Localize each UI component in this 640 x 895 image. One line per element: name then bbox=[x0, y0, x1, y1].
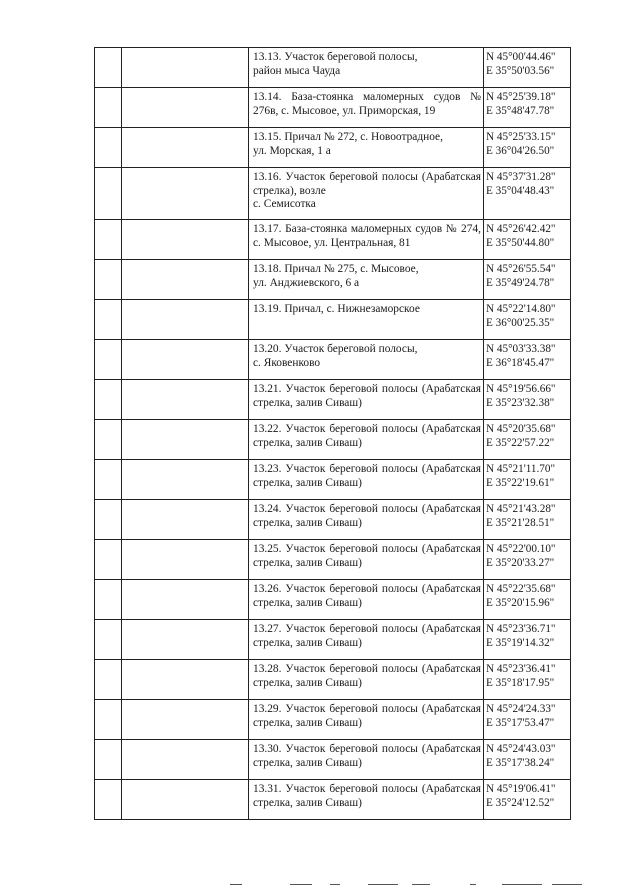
location-name-cell bbox=[249, 168, 484, 220]
locations-table bbox=[94, 47, 571, 820]
location-name: 13.28. Участок береговой полосы (Арабатская стрелка, залив Сиваш) bbox=[253, 663, 481, 689]
blank-cell-a bbox=[95, 220, 122, 260]
location-name-cell bbox=[249, 460, 484, 500]
blank-cell-a bbox=[95, 340, 122, 380]
blank-cell-b bbox=[122, 620, 249, 660]
blank-cell-b bbox=[122, 300, 249, 340]
table-row bbox=[95, 168, 571, 220]
latitude: N 45°23'36.41" bbox=[486, 663, 556, 675]
blank-cell-a bbox=[95, 580, 122, 620]
location-name-cell bbox=[249, 128, 484, 168]
latitude: N 45°19'56.66" bbox=[486, 383, 556, 395]
table-row bbox=[95, 340, 571, 380]
blank-cell-b bbox=[122, 220, 249, 260]
table-row bbox=[95, 700, 571, 740]
location-name-cell bbox=[249, 500, 484, 540]
longitude: E 35°21'28.51" bbox=[486, 516, 555, 529]
coordinates-cell bbox=[484, 380, 571, 420]
location-name: 13.22. Участок береговой полосы (Арабатская стрелка, залив Сиваш) bbox=[253, 423, 481, 449]
location-name-cell bbox=[249, 580, 484, 620]
location-name: 13.29. Участок береговой полосы (Арабатская стрелка, залив Сиваш) bbox=[253, 703, 481, 729]
location-name: 13.16. Участок береговой полосы (Арабатская стрелка), возле с. Семисотка bbox=[253, 171, 481, 210]
latitude: N 45°21'43.28" bbox=[486, 503, 556, 515]
location-name: 13.19. Причал, с. Нижнезаморское bbox=[253, 303, 420, 315]
blank-cell-b bbox=[122, 460, 249, 500]
latitude: N 45°26'55.54" bbox=[486, 263, 556, 275]
location-name: 13.18. Причал № 275, с. Мысовое, ул. Анджиевского, 6 а bbox=[253, 263, 419, 289]
blank-cell-a bbox=[95, 88, 122, 128]
blank-cell-a bbox=[95, 260, 122, 300]
coordinates-cell bbox=[484, 300, 571, 340]
latitude: N 45°25'33.15" bbox=[486, 131, 556, 143]
table-row bbox=[95, 460, 571, 500]
location-name: 13.21. Участок береговой полосы (Арабатская стрелка, залив Сиваш) bbox=[253, 383, 481, 409]
blank-cell-a bbox=[95, 620, 122, 660]
blank-cell-b bbox=[122, 660, 249, 700]
table-row bbox=[95, 300, 571, 340]
longitude: E 35°49'24.78" bbox=[486, 276, 555, 289]
longitude: E 35°22'57.22" bbox=[486, 436, 555, 449]
blank-cell-b bbox=[122, 380, 249, 420]
blank-cell-a bbox=[95, 700, 122, 740]
table-row bbox=[95, 48, 571, 88]
coordinates-cell bbox=[484, 460, 571, 500]
latitude: N 45°22'35.68" bbox=[486, 583, 556, 595]
location-name: 13.14. База-стоянка маломерных судов № 276в, с. Мысовое, ул. Приморская, 19 bbox=[253, 91, 481, 117]
latitude: N 45°37'31.28" bbox=[486, 171, 556, 183]
latitude: N 45°00'44.46" bbox=[486, 51, 556, 63]
longitude: E 35°19'14.32" bbox=[486, 636, 555, 649]
coordinates-cell bbox=[484, 168, 571, 220]
coordinates-cell bbox=[484, 780, 571, 820]
longitude: E 35°48'47.78" bbox=[486, 104, 555, 117]
location-name-cell bbox=[249, 700, 484, 740]
location-name-cell bbox=[249, 740, 484, 780]
latitude: N 45°22'14.80" bbox=[486, 303, 556, 315]
table-row bbox=[95, 500, 571, 540]
longitude: E 35°20'33.27" bbox=[486, 556, 555, 569]
table-row bbox=[95, 380, 571, 420]
table-row bbox=[95, 128, 571, 168]
table-row bbox=[95, 540, 571, 580]
table-row bbox=[95, 260, 571, 300]
location-name-cell bbox=[249, 620, 484, 660]
location-name-cell bbox=[249, 48, 484, 88]
longitude: E 35°50'03.56" bbox=[486, 64, 555, 77]
blank-cell-b bbox=[122, 740, 249, 780]
location-name: 13.17. База-стоянка маломерных судов № 274, с. Мысовое, ул. Центральная, 81 bbox=[253, 223, 481, 249]
location-name: 13.31. Участок береговой полосы (Арабатская стрелка, залив Сиваш) bbox=[253, 783, 481, 809]
coordinates-cell bbox=[484, 700, 571, 740]
latitude: N 45°03'33.38" bbox=[486, 343, 556, 355]
coordinates-cell bbox=[484, 580, 571, 620]
location-name-cell bbox=[249, 380, 484, 420]
location-name: 13.15. Причал № 272, с. Новоотрадное, ул. Морская, 1 а bbox=[253, 131, 443, 157]
latitude: N 45°25'39.18" bbox=[486, 91, 556, 103]
blank-cell-a bbox=[95, 420, 122, 460]
blank-cell-a bbox=[95, 168, 122, 220]
coordinates-cell bbox=[484, 740, 571, 780]
blank-cell-a bbox=[95, 660, 122, 700]
coordinates-cell bbox=[484, 260, 571, 300]
blank-cell-a bbox=[95, 460, 122, 500]
blank-cell-b bbox=[122, 88, 249, 128]
table-row bbox=[95, 220, 571, 260]
longitude: E 35°04'48.43" bbox=[486, 184, 555, 197]
table-row bbox=[95, 88, 571, 128]
longitude: E 36°18'45.47" bbox=[486, 356, 555, 369]
location-name: 13.30. Участок береговой полосы (Арабатская стрелка, залив Сиваш) bbox=[253, 743, 481, 769]
latitude: N 45°20'35.68" bbox=[486, 423, 556, 435]
longitude: E 35°20'15.96" bbox=[486, 596, 555, 609]
longitude: E 36°04'26.50" bbox=[486, 144, 555, 157]
latitude: N 45°24'24.33" bbox=[486, 703, 556, 715]
blank-cell-b bbox=[122, 780, 249, 820]
blank-cell-a bbox=[95, 128, 122, 168]
latitude: N 45°19'06.41" bbox=[486, 783, 556, 795]
location-name-cell bbox=[249, 660, 484, 700]
location-name-cell bbox=[249, 540, 484, 580]
location-name: 13.23. Участок береговой полосы (Арабатская стрелка, залив Сиваш) bbox=[253, 463, 481, 489]
longitude: E 35°23'32.38" bbox=[486, 396, 555, 409]
blank-cell-a bbox=[95, 48, 122, 88]
table-row bbox=[95, 740, 571, 780]
blank-cell-b bbox=[122, 168, 249, 220]
longitude: E 35°24'12.52" bbox=[486, 796, 555, 809]
table-row bbox=[95, 780, 571, 820]
locations-table-body bbox=[95, 48, 571, 820]
longitude: E 35°17'38.24" bbox=[486, 756, 555, 769]
longitude: E 35°17'53.47" bbox=[486, 716, 555, 729]
coordinates-cell bbox=[484, 48, 571, 88]
blank-cell-a bbox=[95, 300, 122, 340]
location-name: 13.20. Участок береговой полосы, с. Яковенково bbox=[253, 343, 418, 369]
coordinates-cell bbox=[484, 340, 571, 380]
location-name-cell bbox=[249, 260, 484, 300]
blank-cell-a bbox=[95, 740, 122, 780]
table-row bbox=[95, 620, 571, 660]
coordinates-cell bbox=[484, 660, 571, 700]
table-row bbox=[95, 420, 571, 460]
coordinates-cell bbox=[484, 128, 571, 168]
longitude: E 36°00'25.35" bbox=[486, 316, 555, 329]
longitude: E 35°50'44.80" bbox=[486, 236, 555, 249]
coordinates-cell bbox=[484, 420, 571, 460]
coordinates-cell bbox=[484, 620, 571, 660]
longitude: E 35°22'19.61" bbox=[486, 476, 555, 489]
blank-cell-a bbox=[95, 380, 122, 420]
table-row bbox=[95, 580, 571, 620]
latitude: N 45°22'00.10" bbox=[486, 543, 556, 555]
blank-cell-b bbox=[122, 340, 249, 380]
blank-cell-b bbox=[122, 420, 249, 460]
latitude: N 45°26'42.42" bbox=[486, 223, 556, 235]
coordinates-cell bbox=[484, 220, 571, 260]
location-name: 13.24. Участок береговой полосы (Арабатская стрелка, залив Сиваш) bbox=[253, 503, 481, 529]
blank-cell-b bbox=[122, 540, 249, 580]
coordinates-cell bbox=[484, 500, 571, 540]
location-name-cell bbox=[249, 300, 484, 340]
blank-cell-b bbox=[122, 500, 249, 540]
blank-cell-b bbox=[122, 580, 249, 620]
location-name-cell bbox=[249, 340, 484, 380]
blank-cell-a bbox=[95, 540, 122, 580]
location-name-cell bbox=[249, 220, 484, 260]
blank-cell-b bbox=[122, 700, 249, 740]
latitude: N 45°21'11.70" bbox=[486, 463, 556, 475]
coordinates-cell bbox=[484, 540, 571, 580]
blank-cell-b bbox=[122, 48, 249, 88]
table-row bbox=[95, 660, 571, 700]
location-name: 13.25. Участок береговой полосы (Арабатская стрелка, залив Сиваш) bbox=[253, 543, 481, 569]
blank-cell-a bbox=[95, 780, 122, 820]
latitude: N 45°24'43.03" bbox=[486, 743, 556, 755]
latitude: N 45°23'36.71" bbox=[486, 623, 556, 635]
location-name: 13.26. Участок береговой полосы (Арабатская стрелка, залив Сиваш) bbox=[253, 583, 481, 609]
blank-cell-b bbox=[122, 128, 249, 168]
location-name-cell bbox=[249, 420, 484, 460]
location-name-cell bbox=[249, 780, 484, 820]
location-name: 13.13. Участок береговой полосы, район мыса Чауда bbox=[253, 51, 418, 77]
location-name: 13.27. Участок береговой полосы (Арабатская стрелка, залив Сиваш) bbox=[253, 623, 481, 649]
location-name-cell bbox=[249, 88, 484, 128]
page-bottom-marks bbox=[230, 884, 590, 887]
longitude: E 35°18'17.95" bbox=[486, 676, 555, 689]
coordinates-cell bbox=[484, 88, 571, 128]
blank-cell-a bbox=[95, 500, 122, 540]
blank-cell-b bbox=[122, 260, 249, 300]
